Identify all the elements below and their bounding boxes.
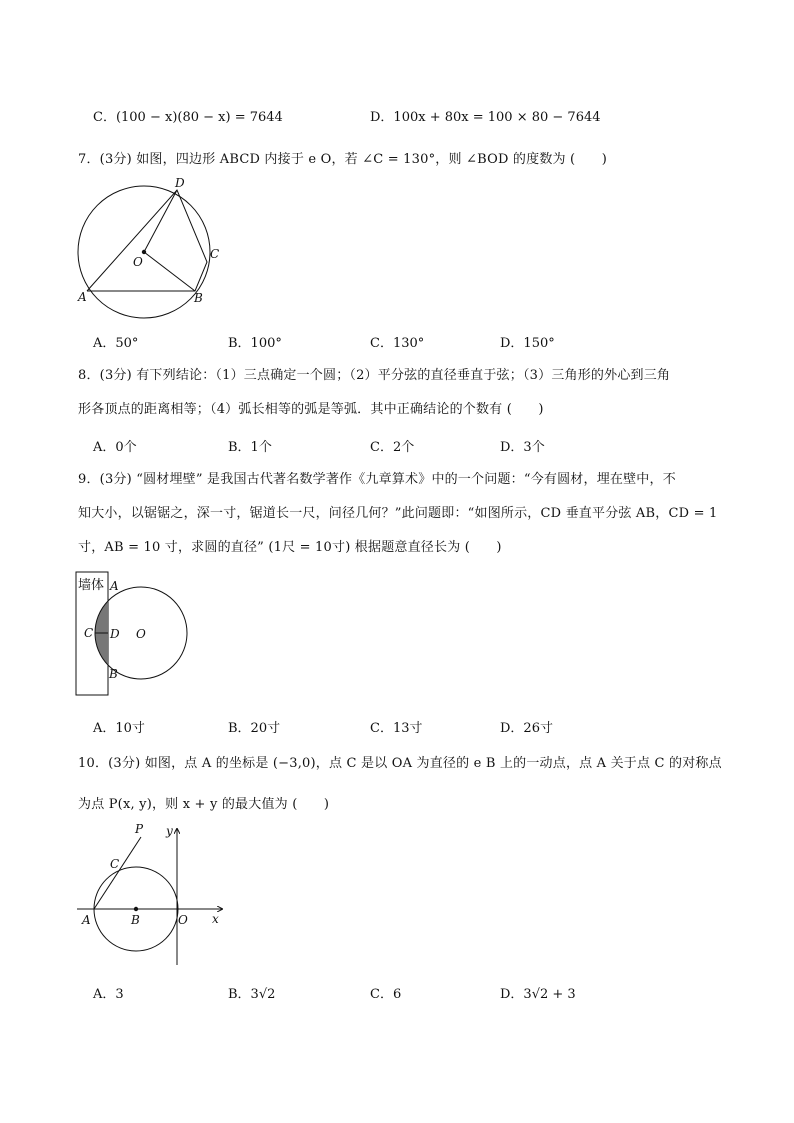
q10-label-b: B bbox=[131, 913, 140, 927]
q8-line-2: 形各顶点的距离相等；（4）弧长相等的弧是等弧．其中正确结论的个数有 ( ) bbox=[78, 402, 544, 417]
q10-figure bbox=[72, 820, 232, 970]
q9-option-b: B．20寸 bbox=[228, 721, 281, 736]
q9-label-b: B bbox=[109, 667, 118, 681]
q9-line-1: 9．(3分) “圆材埋壁” 是我国古代著名数学著作《九章算术》中的一个问题：“今有圆材，埋在壁中，不 bbox=[78, 472, 676, 487]
q10-option-c: C．6 bbox=[370, 987, 402, 1002]
q9-line-2: 知大小，以锯锯之，深一寸，锯道长一尺，问径几何？”此问题即：“如图所示，CD 垂直平分弦 AB，CD = 1 bbox=[78, 506, 718, 521]
q7-stem: 7．(3分) 如图，四边形 ABCD 内接于 e O，若 ∠C = 130°，则 ∠BOD 的度数为 ( ) bbox=[78, 152, 608, 167]
q8-option-b: B．1个 bbox=[228, 440, 272, 455]
q10-option-b: B．3√2 bbox=[228, 987, 276, 1002]
q10-option-d: D．3√2 + 3 bbox=[500, 987, 576, 1002]
q10-line-1: 10．(3分) 如图，点 A 的坐标是 (−3,0)，点 C 是以 OA 为直径的 e B 上的一动点，点 A 关于点 C 的对称点 bbox=[78, 756, 722, 771]
q9-label-c: C bbox=[84, 626, 94, 640]
q10-line-2: 为点 P(x, y)，则 x + y 的最大值为 ( ) bbox=[78, 797, 330, 812]
q9-line-3: 寸，AB = 10 寸，求圆的直径” (1尺 = 10寸) 根据题意直径长为 ( ) bbox=[78, 540, 502, 555]
q7-label-d: D bbox=[175, 176, 185, 190]
q8-option-d: D．3个 bbox=[500, 440, 545, 455]
q7-figure bbox=[70, 178, 230, 308]
q7-radius-ob bbox=[144, 252, 195, 291]
q9-option-c: C．13寸 bbox=[370, 721, 423, 736]
q10-label-a: A bbox=[82, 913, 91, 927]
q10-label-o: O bbox=[178, 913, 188, 927]
q7-label-b: B bbox=[194, 291, 203, 305]
q10-label-y: y bbox=[166, 824, 173, 838]
q7-center-dot bbox=[142, 250, 146, 254]
q7-option-a: A．50° bbox=[93, 336, 139, 351]
q9-option-d: D．26寸 bbox=[500, 721, 553, 736]
q8-option-c: C．2个 bbox=[370, 440, 415, 455]
q8-line-1: 8．(3分) 有下列结论：（1）三点确定一个圆；（2）平分弦的直径垂直于弦；（3）三角形的外心到三角 bbox=[78, 368, 671, 383]
q7-label-o: O bbox=[133, 255, 143, 269]
q10-label-c: C bbox=[110, 857, 120, 871]
q7-quadrilateral bbox=[87, 190, 207, 291]
q9-label-d: D bbox=[110, 627, 120, 641]
q9-label-a: A bbox=[110, 579, 119, 593]
q10-center-dot bbox=[134, 907, 138, 911]
q7-option-d: D．150° bbox=[500, 336, 555, 351]
q9-figure bbox=[75, 570, 195, 698]
q10-option-a: A．3 bbox=[93, 987, 124, 1002]
q7-option-c: C．130° bbox=[370, 336, 425, 351]
q8-option-a: A．0个 bbox=[93, 440, 137, 455]
q6-option-c: C．(100 − x)(80 − x) = 7644 bbox=[93, 110, 283, 125]
q6-option-d: D．100x + 80x = 100 × 80 − 7644 bbox=[370, 110, 601, 125]
q7-label-c: C bbox=[210, 247, 220, 261]
q10-segment-ap bbox=[94, 837, 141, 909]
q10-label-x: x bbox=[212, 912, 219, 926]
q9-label-wall: 墙体 bbox=[78, 578, 105, 593]
q9-label-o: O bbox=[136, 627, 146, 641]
q7-label-a: A bbox=[78, 290, 87, 304]
q7-option-b: B．100° bbox=[228, 336, 282, 351]
q9-option-a: A．10寸 bbox=[93, 721, 145, 736]
q10-label-p: P bbox=[135, 822, 144, 836]
